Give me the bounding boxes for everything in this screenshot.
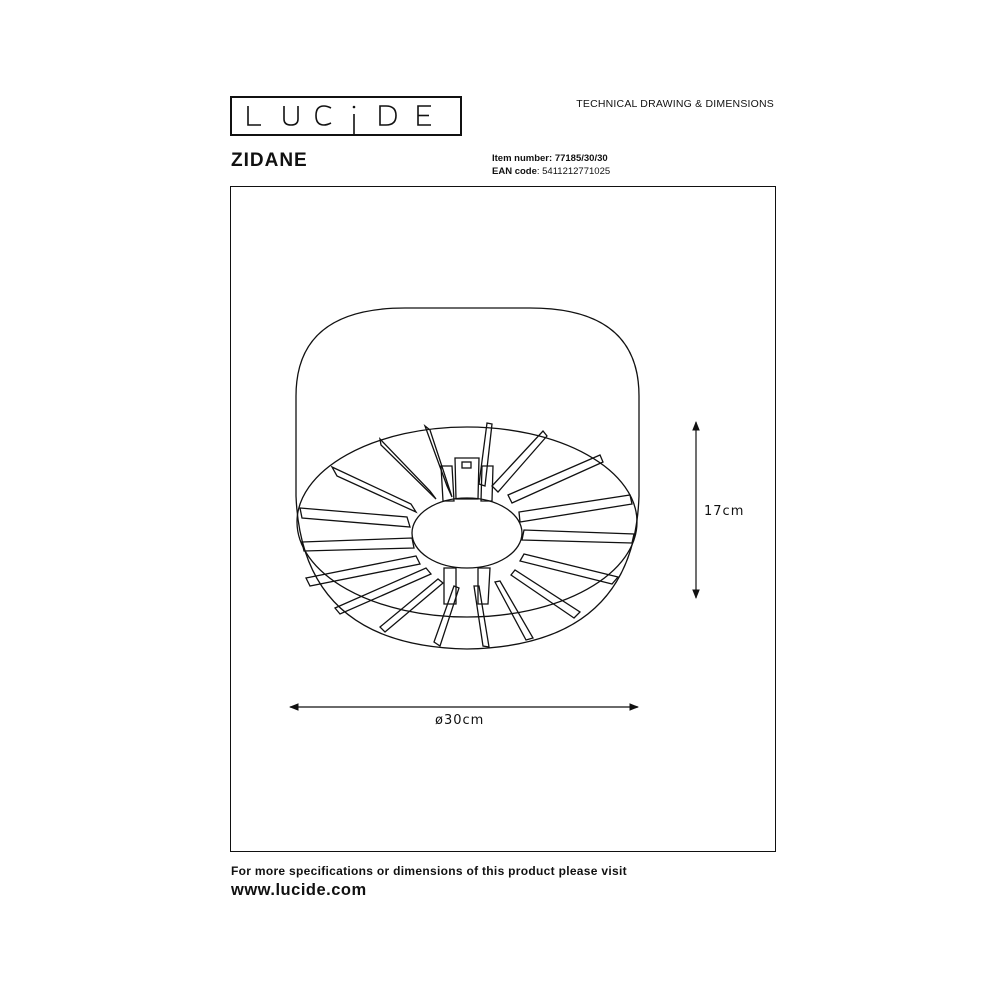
footer-note: For more specifications or dimensions of this product please visit (231, 864, 627, 878)
ean-label: EAN code (492, 166, 537, 177)
document-type: TECHNICAL DRAWING & DIMENSIONS (576, 98, 774, 110)
website-link[interactable]: www.lucide.com (231, 881, 367, 899)
technical-drawing (230, 186, 776, 852)
item-number-label: Item number: (492, 153, 553, 164)
ean-row (492, 165, 610, 178)
item-number-row (492, 152, 610, 165)
item-number-value: 77185/30/30 (554, 153, 608, 164)
lucide-logo (230, 96, 462, 136)
ean-value: : 5411212771025 (536, 166, 611, 177)
product-meta (492, 152, 610, 178)
height-label: 17cm (704, 504, 745, 519)
diameter-label: ø30cm (435, 713, 485, 728)
product-name: ZIDANE (231, 150, 308, 171)
lamp-drawing (296, 308, 639, 649)
fins (300, 423, 634, 647)
